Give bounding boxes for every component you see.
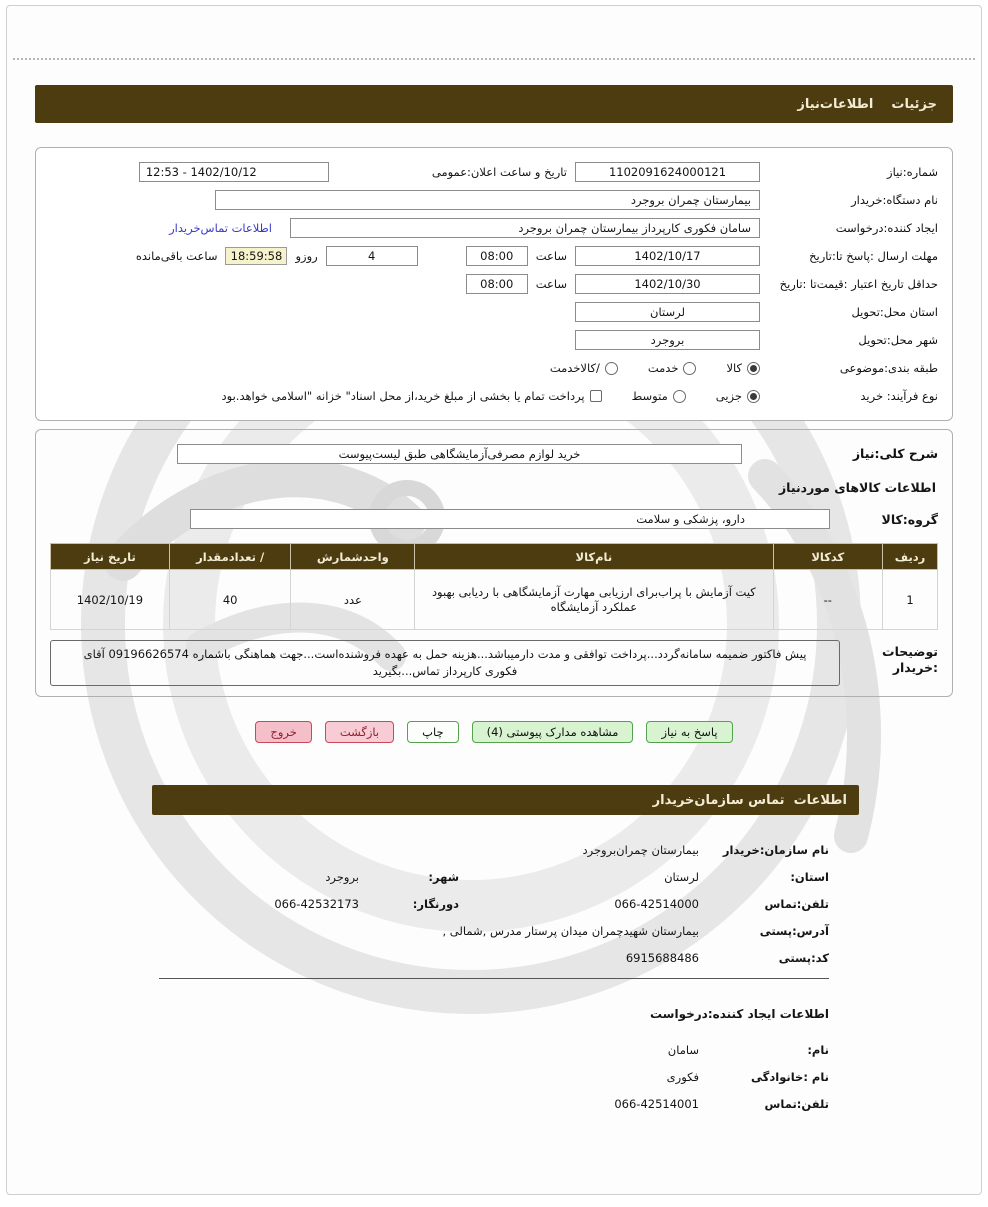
cell-unit: عدد bbox=[291, 570, 415, 630]
process-option-medium[interactable] bbox=[632, 389, 686, 403]
contact-fax-value: 066-42532173 bbox=[274, 897, 359, 911]
category-option-goods-label: کالا bbox=[726, 361, 742, 375]
creator-phone-label: تلفن:تماس bbox=[764, 1097, 829, 1111]
price-validity-row bbox=[50, 270, 938, 298]
need-summary-field: خرید لوازم مصرفی‌آزمایشگاهی طبق لیست‌پیوست bbox=[177, 444, 742, 464]
radio-selected-icon[interactable] bbox=[747, 390, 760, 403]
process-option-minor-label: جزیی bbox=[715, 389, 742, 403]
category-option-service[interactable] bbox=[648, 361, 697, 375]
validity-hour-label: ساعت bbox=[535, 277, 567, 291]
buyer-org-row bbox=[50, 186, 938, 214]
contact-address-value: بیمارستان شهیدچمران میدان پرستار مدرس ,شمالی , bbox=[442, 924, 699, 938]
view-attachments-button[interactable]: مشاهده مدارک پیوستی (4) bbox=[472, 721, 634, 743]
creator-first-name-label: نام: bbox=[807, 1043, 829, 1057]
process-option-medium-label: متوسط bbox=[631, 389, 668, 403]
category-option-goods-service[interactable] bbox=[550, 361, 618, 375]
phone-fax-row bbox=[159, 897, 829, 911]
procurement-page bbox=[6, 5, 982, 1195]
deadline-hour-label: ساعت bbox=[535, 249, 567, 263]
province-city-row bbox=[159, 870, 829, 884]
purchase-process-row bbox=[50, 382, 938, 410]
creator-phone-row bbox=[159, 1097, 829, 1111]
back-button[interactable]: بازگشت bbox=[325, 721, 394, 743]
validity-date-field[interactable]: 1402/10/30 bbox=[575, 274, 760, 294]
org-name-value: بیمارستان چمران‌بروجرد bbox=[582, 843, 699, 857]
print-button[interactable]: چاپ bbox=[407, 721, 458, 743]
validity-time-field[interactable]: 08:00 bbox=[466, 274, 528, 294]
table-row bbox=[51, 570, 938, 630]
remaining-time-label: ساعت باقی‌مانده bbox=[135, 249, 218, 263]
creator-section-heading: اطلاعات ایجاد کننده:درخواست bbox=[649, 1007, 829, 1021]
request-creator-row bbox=[50, 214, 938, 242]
treasury-payment-label: پرداخت تمام یا بخشی از مبلغ خرید،از محل اسناد" خزانه "اسلامی خواهد.بود bbox=[221, 389, 585, 403]
goods-group-label: گروه:کالا bbox=[881, 511, 938, 527]
buyer-contact-link[interactable]: اطلاعات تماس‌خریدار bbox=[169, 221, 272, 235]
action-buttons bbox=[7, 721, 981, 743]
contact-address-label: آدرس:پستی bbox=[759, 924, 829, 938]
col-unit: واحدشمارش bbox=[291, 544, 415, 570]
treasury-payment-option[interactable] bbox=[222, 389, 602, 403]
page-title: جزئیات اطلاعات‌نیاز bbox=[797, 96, 937, 112]
creator-first-name-value: سامان bbox=[667, 1043, 699, 1057]
postal-code-label: کد:پستی bbox=[778, 951, 829, 965]
category-option-goods-service-label: /کالاخدمت bbox=[549, 361, 600, 375]
buyer-org-field: بیمارستان چمران بروجرد bbox=[215, 190, 760, 210]
section-divider bbox=[159, 978, 829, 979]
checkbox-icon[interactable] bbox=[590, 390, 602, 402]
need-info-panel bbox=[35, 147, 953, 421]
delivery-city-row bbox=[50, 326, 938, 354]
buyer-contact-bar bbox=[152, 785, 859, 815]
subject-category-row bbox=[50, 354, 938, 382]
creator-last-name-value: فکوری bbox=[666, 1070, 699, 1084]
radio-icon[interactable] bbox=[605, 362, 618, 375]
need-number-label: شماره:نیاز bbox=[887, 165, 938, 179]
cell-quantity: 40 bbox=[169, 570, 291, 630]
request-creator-label: ایجاد کننده:درخواست bbox=[835, 221, 938, 235]
deadline-time-field[interactable]: 08:00 bbox=[466, 246, 528, 266]
contact-city-label: شهر: bbox=[428, 870, 459, 884]
cell-need-date: 1402/10/19 bbox=[51, 570, 170, 630]
goods-group-row bbox=[50, 505, 938, 533]
delivery-province-label: استان محل:تحویل bbox=[851, 305, 938, 319]
col-item-name: نام‌کالا bbox=[415, 544, 773, 570]
buyer-description-label: توضیحات :خریدار bbox=[882, 644, 938, 675]
purchase-process-label: نوع فرآیند: خرید bbox=[860, 389, 938, 403]
buyer-contact-bar-title: اطلاعات تماس سازمان‌خریدار bbox=[652, 792, 847, 808]
address-row bbox=[159, 924, 829, 938]
contact-fax-label: دورنگار: bbox=[412, 897, 459, 911]
response-deadline-row bbox=[50, 242, 938, 270]
delivery-province-row bbox=[50, 298, 938, 326]
org-name-row bbox=[159, 843, 829, 857]
deadline-date-field[interactable]: 1402/10/17 bbox=[575, 246, 760, 266]
cell-row-number: 1 bbox=[883, 570, 938, 630]
buyer-description-field: پیش فاکتور ضمیمه سامانه‌گردد...پرداخت توافقی و مدت دارمیباشد...هزینه حمل به عهده فروشنده‌است...جهت هماهنگی باشماره 09196626574 آقای فکوری کارپرداز تماس...بگیرید bbox=[50, 640, 840, 686]
top-divider bbox=[13, 58, 975, 60]
contact-province-label: استان: bbox=[790, 870, 829, 884]
creator-first-name-row bbox=[159, 1043, 829, 1057]
request-creator-field: سامان فکوری کارپرداز بیمارستان چمران بروجرد bbox=[290, 218, 760, 238]
postal-code-row bbox=[159, 951, 829, 965]
announce-datetime-field: 12:53 - 1402/10/12 bbox=[139, 162, 329, 182]
need-number-field: 1102091624000121 bbox=[575, 162, 760, 182]
delivery-province-field[interactable]: لرستان bbox=[575, 302, 760, 322]
respond-to-need-button[interactable]: پاسخ به نیاز bbox=[646, 721, 732, 743]
contact-city-value: بروجرد bbox=[325, 870, 359, 884]
radio-icon[interactable] bbox=[683, 362, 696, 375]
buyer-org-label: نام دستگاه:خریدار bbox=[851, 193, 938, 207]
radio-icon[interactable] bbox=[673, 390, 686, 403]
need-number-row bbox=[50, 158, 938, 186]
process-option-minor[interactable] bbox=[716, 389, 760, 403]
col-need-date: تاریخ نیاز bbox=[51, 544, 170, 570]
category-option-goods[interactable] bbox=[726, 361, 760, 375]
items-table-header-row bbox=[51, 544, 938, 570]
subject-category-label: طبقه بندی:موضوعی bbox=[839, 361, 938, 375]
contact-phone-value: 066-42514000 bbox=[614, 897, 699, 911]
need-detail-panel bbox=[35, 429, 953, 697]
page-header-bar bbox=[35, 85, 953, 123]
price-validity-label: حداقل تاریخ اعتبار :قیمت‌تا :تاریخ bbox=[779, 277, 938, 291]
cell-item-code: -- bbox=[773, 570, 883, 630]
category-option-service-label: خدمت bbox=[647, 361, 679, 375]
exit-button[interactable]: خروج bbox=[255, 721, 311, 743]
countdown-timer: 18:59:58 bbox=[225, 247, 287, 265]
delivery-city-label: شهر محل:تحویل bbox=[858, 333, 938, 347]
org-name-label: نام سازمان:خریدار bbox=[722, 843, 829, 857]
creator-last-name-label: نام :خانوادگی bbox=[751, 1070, 829, 1084]
announce-datetime-label: تاریخ و ساعت اعلان:عمومی bbox=[431, 165, 567, 179]
col-item-code: کدکالا bbox=[773, 544, 883, 570]
buyer-description-row bbox=[50, 640, 938, 686]
contact-phone-label: تلفن:تماس bbox=[764, 897, 829, 911]
cell-item-name: کیت آزمایش با پراب‌برای ارزیابی مهارت آزمایشگاهی با ردیابی بهبود عملکرد آزمایشگاه bbox=[415, 570, 773, 630]
contact-province-value: لرستان bbox=[664, 870, 699, 884]
remaining-days-field: 4 bbox=[326, 246, 418, 266]
request-creator-section bbox=[159, 1007, 829, 1111]
creator-phone-value: 066-42514001 bbox=[614, 1097, 699, 1111]
postal-code-value: 6915688486 bbox=[625, 951, 699, 965]
response-deadline-label: مهلت ارسال :پاسخ تا:تاریخ bbox=[809, 249, 938, 263]
items-table bbox=[50, 543, 938, 630]
delivery-city-field[interactable]: بروجرد bbox=[575, 330, 760, 350]
col-quantity: / تعدادمقدار bbox=[169, 544, 291, 570]
need-summary-row bbox=[50, 440, 938, 468]
need-summary-label: شرح کلی:نیاز bbox=[852, 446, 938, 461]
goods-group-field: دارو، پزشکی و سلامت bbox=[190, 509, 830, 529]
creator-last-name-row bbox=[159, 1070, 829, 1084]
days-label: روزو bbox=[295, 249, 318, 263]
col-row-number: ردیف bbox=[883, 544, 938, 570]
radio-selected-icon[interactable] bbox=[747, 362, 760, 375]
required-items-heading: اطلاعات کالاهای موردنیاز bbox=[778, 480, 936, 495]
buyer-contact-section bbox=[159, 843, 829, 965]
